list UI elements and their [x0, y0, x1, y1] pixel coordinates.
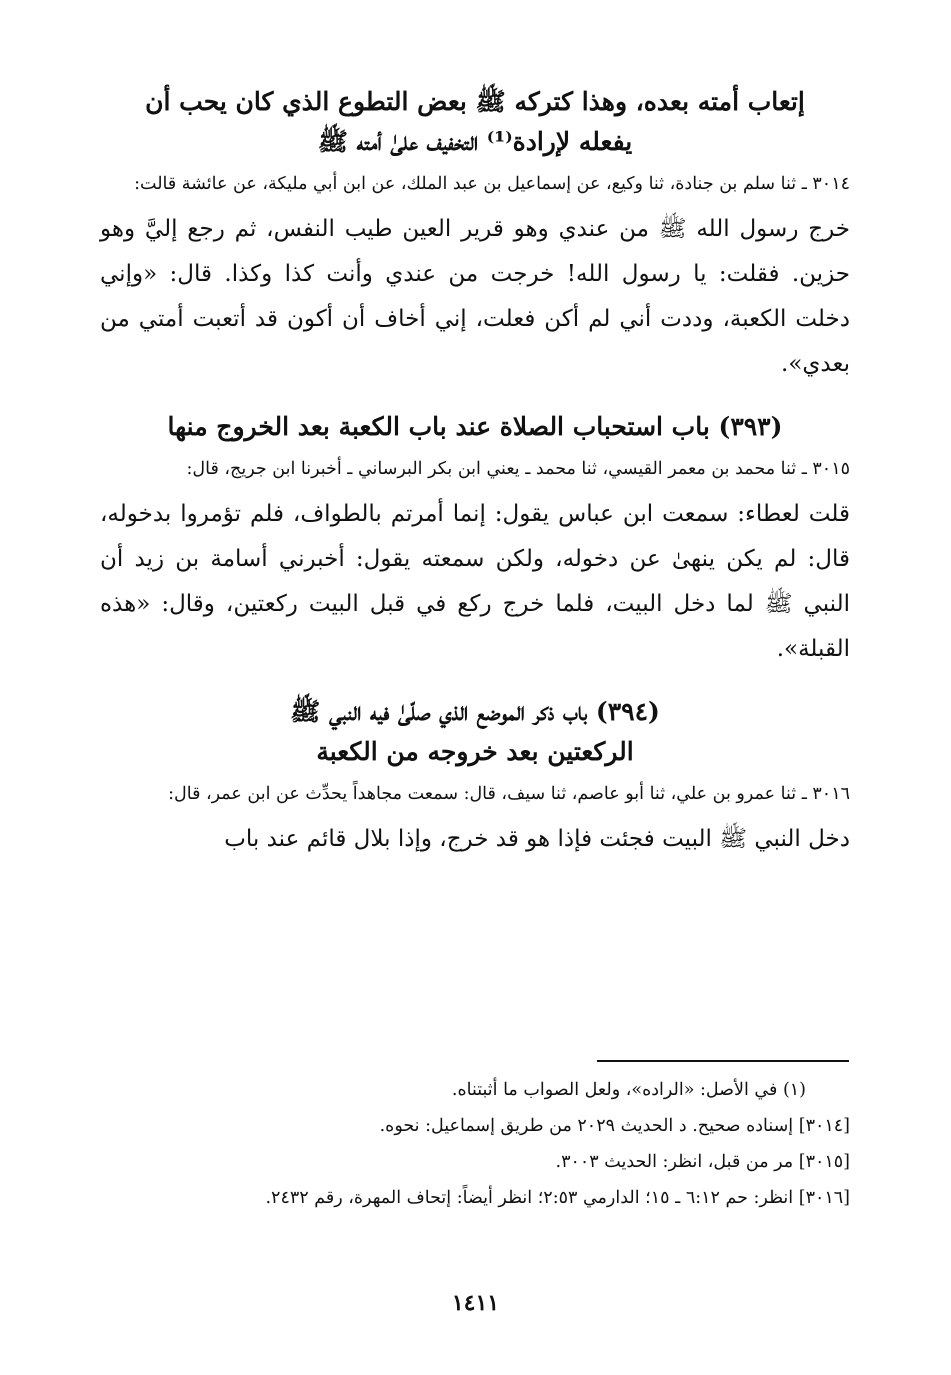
chapter-394-title-line-1: (٣٩٤) باب ذكر الموضع الذي صلّىٰ فيه النبي ﷺ	[290, 697, 660, 726]
hadith-3016-matn: دخل النبي ﷺ البيت فجئت فإذا هو قد خرج، وإذا بلال قائم عند باب	[224, 826, 850, 852]
footnote-1: (١) في الأصل: «الراده»، ولعل الصواب ما أثبتناه.	[451, 1080, 806, 1100]
heading-line-2: يفعله لإرادة⁽¹⁾ التخفيف علىٰ أمته ﷺ	[317, 127, 633, 156]
hadith-3014-isnad: ٣٠١٤ ـ ثنا سلم بن جنادة، ثنا وكيع، عن إسماعيل بن عبد الملك، عن ابن أبي مليكة، عن عائشة قالت:	[134, 174, 850, 194]
footnote-3015: [٣٠١٥] مر من قبل، انظر: الحديث ٣٠٠٣.	[555, 1152, 850, 1172]
hadith-3016-isnad: ٣٠١٦ ـ ثنا عمرو بن علي، ثنا أبو عاصم، ثنا سيف، قال: سمعت مجاهداً يحدِّث عن ابن عمر، قال:	[168, 784, 850, 804]
hadith-3014-matn: خرج رسول الله ﷺ من عندي وهو قرير العين طيب النفس، ثم رجع إليَّ وهو حزين. فقلت: يا رسول الله! خرجت من عندي وأنت كذا وكذا. قال: «وإني دخلت الكعبة، وددت أني لم أكن فعلت، إني أخاف أن أكون قد أتعبت أمتي من بعدي».	[100, 216, 850, 377]
page-body	[100, 82, 850, 882]
hadith-3015-matn: قلت لعطاء: سمعت ابن عباس يقول: إنما أمرتم بالطواف، فلم تؤمروا بدخوله، قال: لم يكن ينهىٰ عن دخوله، ولكن سمعته يقول: أخبرني أسامة بن زيد أن النبي ﷺ لما دخل البيت، فلما خرج ركع في قبل البيت ركعتين، وقال: «هذه القبلة».	[100, 501, 850, 662]
section-heading-continued	[100, 82, 850, 162]
chapter-394-heading	[100, 692, 850, 772]
chapter-393-heading	[100, 407, 850, 447]
footnote-3016: [٣٠١٦] انظر: حم ٦:١٢ ـ ١٥؛ الدارمي ٢:٥٣؛ انظر أيضاً: إتحاف المهرة، رقم ٢٤٣٢.	[265, 1188, 850, 1208]
chapter-394-title-line-2: الركعتين بعد خروجه من الكعبة	[316, 737, 634, 766]
hadith-3015-isnad: ٣٠١٥ ـ ثنا محمد بن معمر القيسي، ثنا محمد ـ يعني ابن بكر البرساني ـ أخبرنا ابن جريج، قال:	[186, 459, 850, 479]
footnotes	[100, 1072, 850, 1216]
page-number: ١٤١١	[451, 1290, 500, 1316]
heading-line-1: إتعاب أمته بعده، وهذا كتركه ﷺ بعض التطوع الذي كان يحب أن	[145, 87, 805, 116]
footnote-3014: [٣٠١٤] إسناده صحيح. د الحديث ٢٠٢٩ من طريق إسماعيل: نحوه.	[379, 1116, 850, 1136]
chapter-393-title: (٣٩٣) باب استحباب الصلاة عند باب الكعبة بعد الخروج منها	[167, 412, 783, 441]
footnote-divider	[597, 1060, 849, 1062]
